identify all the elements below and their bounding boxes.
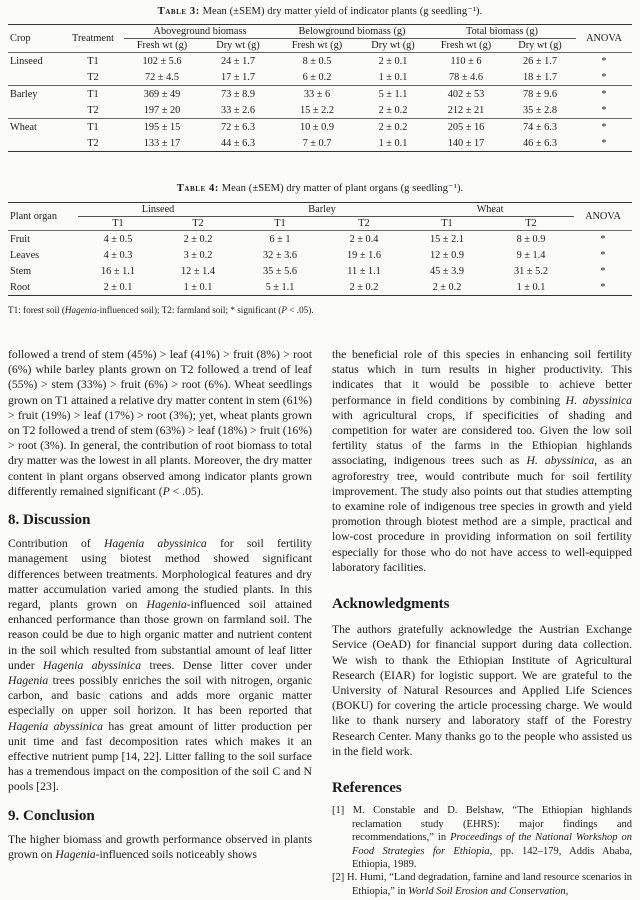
- footnote-text: T1: forest soil (: [8, 305, 65, 315]
- table4-cell-b1: 5 ± 1.1: [238, 279, 322, 296]
- table3-cell-t-f: 205 ± 16: [428, 119, 504, 136]
- section-heading-discussion: 8. Discussion: [8, 512, 91, 529]
- table4-header-t1: T1: [441, 218, 453, 229]
- table4-cell-organ: Stem: [10, 265, 32, 277]
- text: < .05).: [169, 484, 204, 498]
- table3-header-total: Total biomass (g): [428, 25, 576, 39]
- table3-cell-treatment: T1: [62, 119, 124, 136]
- table4-cell-l2: 2 ± 0.2: [158, 231, 238, 248]
- table3-cell-anova: *: [576, 86, 632, 103]
- body-paragraph: [8, 347, 312, 499]
- table3-cell-a-f: 195 ± 15: [124, 119, 200, 136]
- table4-header-t2: T2: [192, 218, 204, 229]
- italic-text: Hagenia abyssinica: [43, 658, 142, 672]
- table4-cell-anova: *: [574, 279, 632, 296]
- table3-header-treatment: Treatment: [62, 25, 124, 53]
- italic-text: Hagenia: [8, 674, 49, 688]
- table3-cell-b-f: 8 ± 0.5: [276, 53, 358, 70]
- table4-caption: [0, 182, 640, 194]
- table4-cell-organ: Leaves: [10, 249, 40, 261]
- table4-row: [8, 247, 632, 263]
- text: trees possibly enriches the soil with nitrogen, organic carbon, and basic cations and adds more organic matter especially on upper soil horizon. It has been reported that: [8, 674, 312, 718]
- table4-header-wheat: Wheat: [406, 203, 574, 217]
- reference-text: ,: [565, 885, 569, 897]
- table3-cell-treatment: T1: [62, 86, 124, 103]
- table4-header-barley: Barley: [238, 203, 406, 217]
- table3-header-above: Aboveground biomass: [124, 25, 276, 39]
- table4-header-t2: T2: [358, 218, 370, 229]
- table3-cell-a-f: 369 ± 49: [124, 86, 200, 103]
- table3-cell-a-d: 72 ± 6.3: [200, 119, 276, 136]
- section-heading-acknowledgments: Acknowledgments: [332, 596, 450, 613]
- table3-cell-treatment: T2: [87, 71, 99, 83]
- text: The higher biomass and growth performance observed in plants grown on: [8, 832, 312, 862]
- table4-cell-l1: 16 ± 1.1: [101, 265, 135, 277]
- reference-item: [332, 804, 632, 871]
- table4-label: Table 4:: [176, 183, 219, 194]
- table4-cell-b1: 35 ± 5.6: [263, 265, 297, 277]
- table4-header-t1: T1: [112, 218, 124, 229]
- table4-cell-w2: 1 ± 0.1: [488, 279, 574, 296]
- footnote-text: -influenced soil); T2: farmland soil; * significant (: [96, 305, 282, 315]
- text: -influenced soil attained enhanced performance than those grown on farmland soil. The reason could be due to high organic matter and nutrient content in the soil which resulted from substantial amount of leaf litter under: [8, 598, 312, 672]
- italic-text: Hagenia: [146, 598, 187, 612]
- table4-body: [8, 231, 632, 296]
- left-column: [8, 347, 312, 862]
- table4-cell-anova: *: [574, 231, 632, 248]
- table3-header-dry: Dry wt (g): [518, 40, 562, 51]
- table4-header-linseed: Linseed: [78, 203, 238, 217]
- table3-header-anova: ANOVA: [576, 25, 632, 53]
- reference-item: [332, 871, 632, 898]
- text: for soil fertility management using biotest method showed significant differences between treatments. Morphological features and dry matter accumulation varied among the studied plants. In this regard, plants grown on: [8, 537, 313, 612]
- conclusion-paragraph: [8, 832, 312, 862]
- table3-cell-b-f: 7 ± 0.7: [276, 135, 358, 152]
- table3-cell-b-d: 2 ± 0.2: [378, 104, 408, 116]
- table4-cell-b2: 11 ± 1.1: [347, 265, 381, 277]
- table4-cell-l1: 4 ± 0.3: [103, 249, 133, 261]
- table3-cell-b-d: 2 ± 0.2: [358, 119, 428, 136]
- table3-row: [8, 69, 632, 86]
- table3-cell-a-d: 73 ± 8.9: [200, 86, 276, 103]
- table3-cell-a-d: 17 ± 1.7: [221, 71, 255, 83]
- italic-text: P: [162, 484, 170, 498]
- table3-cell-a-d: 24 ± 1.7: [200, 53, 276, 70]
- italic-text: Hagenia abyssinica: [103, 537, 207, 551]
- table4-header-t1: T1: [274, 218, 286, 229]
- footnote-italic: P: [281, 305, 287, 315]
- table3-cell-crop: [8, 135, 62, 152]
- table4-cell-b1: 6 ± 1: [238, 231, 322, 248]
- table3-cell-anova: *: [601, 71, 607, 83]
- table4-header-organ: Plant organ: [8, 203, 78, 231]
- footnote-text: < .05).: [287, 305, 314, 315]
- table4-cell-l2: 3 ± 0.2: [183, 249, 213, 261]
- table3-cell-anova: *: [576, 53, 632, 70]
- table3-cell-t-d: 74 ± 6.3: [504, 119, 576, 136]
- table3-cell-t-f: 110 ± 6: [428, 53, 504, 70]
- table3-cell-anova: *: [576, 135, 632, 152]
- table4-cell-l1: 2 ± 0.1: [78, 279, 158, 296]
- table4-cell-w1: 12 ± 0.9: [430, 249, 464, 261]
- table3-cell-t-f: 78 ± 4.6: [449, 71, 483, 83]
- table4-cell-b2: 19 ± 1.6: [347, 249, 381, 261]
- table3-cell-treatment: T1: [62, 53, 124, 70]
- acknowledgments-paragraph: The authors gratefully acknowledge the Austrian Exchange Service (OeAD) for financial support during data collection. We wish to thank the Ethiopian Institute of Agricultural Research (EIAR) for logistic support. We are grateful to the University of Natural Resources and Applied Life Sciences (BOKU) for covering the article processing charge. We would like to thank nursery and laboratory staff of the Forestry Research Center. Many thanks go to the people who assisted us in the field work.: [332, 623, 632, 758]
- table3-header-fresh: Fresh wt (g): [291, 40, 343, 51]
- reference-text: , pp. 142–179, Addis Ababa, Ethiopia, 1989.: [352, 845, 632, 870]
- table4-cell-b1: 32 ± 3.6: [263, 249, 297, 261]
- table4-cell-w2: 9 ± 1.4: [516, 249, 546, 261]
- table3-cell-a-f: 72 ± 4.5: [145, 71, 179, 83]
- table3-cell-t-f: 212 ± 21: [447, 104, 485, 116]
- text: Contribution of: [8, 537, 104, 551]
- table3-cell-treatment: T2: [62, 135, 124, 152]
- text: -influenced soils noticeably shows: [95, 848, 257, 862]
- table3-cell-a-d: 44 ± 6.3: [200, 135, 276, 152]
- table3-cell-a-f: 133 ± 17: [124, 135, 200, 152]
- table3-row: [8, 119, 632, 136]
- reference-text: [1] M. Constable and D. Belshaw, “The Ethiopian highlands reclamation study (EHRS): major findings and recommendations,” in: [332, 805, 632, 844]
- text: followed a trend of stem (45%) > leaf (41%) > fruit (8%) > root (6%) while barley plants grown on T2 followed a trend of leaf (55%) > stem (33%) > fruit (6%) > root (6%). Wheat seedlings grown on T1 attained a relative dry matter content in stem (61%) > fruit (19%) > leaf (17%) > root (3%); yet, wheat plants grown on T2 followed a trend of stem (63%) > leaf (18%) > fruit (16%) > root (3%). In general, the contribution of root biomass to total dry matter was the lowest in all plants. Moreover, the dry matter content in plant organs observed among indicator plants grown differently remained significant (: [8, 348, 312, 498]
- table4-header-anova: ANOVA: [574, 203, 632, 231]
- text: trees. Dense litter cover under: [141, 658, 312, 672]
- table4-cell-w2: 8 ± 0.9: [488, 231, 574, 248]
- table3-caption: [0, 5, 640, 17]
- table3-caption-text: Mean (±SEM) dry matter yield of indicator plants (g seedling⁻¹).: [202, 6, 483, 17]
- table3-header-fresh: Fresh wt (g): [136, 40, 188, 51]
- table3-cell-anova: *: [601, 104, 607, 116]
- discussion-paragraph: [8, 536, 312, 794]
- text: with agricultural crops, if specificities of shading and competition for water are considered too. Given the low soil fertility status of the farms in the Ethiopian highlands associating, indigenous trees such as: [332, 408, 632, 468]
- table3-cell-crop: Wheat: [8, 119, 62, 136]
- reference-source: World Soil Erosion and Conservation: [408, 885, 566, 897]
- table3-cell-t-d: 26 ± 1.7: [504, 53, 576, 70]
- table3-cell-t-d: 18 ± 1.7: [523, 71, 557, 83]
- table3-cell-treatment: T2: [87, 104, 99, 116]
- table3-cell-t-d: 78 ± 9.6: [504, 86, 576, 103]
- table4-row: [8, 231, 632, 248]
- table3-cell-a-f: 197 ± 20: [143, 104, 181, 116]
- table3-cell-b-f: 33 ± 6: [276, 86, 358, 103]
- table3-cell-a-f: 102 ± 5.6: [124, 53, 200, 70]
- italic-text: Hagenia abyssinica: [8, 719, 103, 733]
- table3-cell-b-f: 10 ± 0.9: [276, 119, 358, 136]
- table3-row: [8, 135, 632, 152]
- table3-cell-b-f: 15 ± 2.2: [300, 104, 334, 116]
- table4-cell-b2: 2 ± 0.2: [322, 279, 406, 296]
- table4-caption-text: Mean (±SEM) dry matter of plant organs (g seedling⁻¹).: [221, 183, 464, 194]
- table3-cell-b-d: 1 ± 0.1: [358, 135, 428, 152]
- table3-header-below: Belowground biomass (g): [276, 25, 428, 39]
- table4-cell-b2: 2 ± 0.4: [322, 231, 406, 248]
- table3-label: Table 3:: [157, 6, 200, 17]
- table3-header-crop: Crop: [8, 25, 62, 53]
- table4-cell-w1: 15 ± 2.1: [406, 231, 488, 248]
- italic-text: H. abyssinica: [526, 454, 595, 468]
- table4-row: [8, 279, 632, 296]
- table4: [8, 202, 632, 296]
- table3-cell-crop: [8, 102, 62, 119]
- table3-cell-t-f: 140 ± 17: [428, 135, 504, 152]
- table-footnote: [8, 305, 628, 315]
- table3-row: [8, 102, 632, 119]
- table4-cell-anova: *: [600, 265, 606, 277]
- text: has great amount of litter production per unit time and fast decomposition rates which makes it an effective nutrient pump [14, 22]. Litter falling to the soil surface has a tremendous impact on the composition of the soil C and N pools [23].: [8, 719, 313, 794]
- footnote-italic: Hagenia: [64, 305, 97, 315]
- table4-cell-organ: Root: [8, 279, 78, 296]
- table4-cell-l1: 4 ± 0.5: [78, 231, 158, 248]
- table3-cell-b-f: 6 ± 0.2: [302, 71, 332, 83]
- italic-text: Hagenia: [55, 848, 96, 862]
- table4-header-t2: T2: [525, 218, 537, 229]
- table3-row: [8, 53, 632, 70]
- reference-text: [2] H. Humi, “Land degradation, famine and land resource scenarios in Ethiopia,” in: [332, 872, 632, 897]
- body-paragraph: [332, 347, 632, 575]
- table3-header-dry: Dry wt (g): [216, 40, 260, 51]
- section-heading-references: References: [332, 780, 402, 797]
- table4-cell-l2: 12 ± 1.4: [181, 265, 215, 277]
- reference-list: [332, 804, 632, 898]
- table3-cell-a-d: 33 ± 2.6: [221, 104, 255, 116]
- table3-cell-crop: [8, 69, 62, 86]
- table3-cell-b-d: 1 ± 0.1: [378, 71, 408, 83]
- table3-cell-anova: *: [576, 119, 632, 136]
- table3-cell-t-f: 402 ± 53: [428, 86, 504, 103]
- table3-cell-crop: Barley: [8, 86, 62, 103]
- table3-cell-t-d: 35 ± 2.8: [523, 104, 557, 116]
- table3-cell-crop: Linseed: [8, 53, 62, 70]
- table4-cell-w1: 45 ± 3.9: [430, 265, 464, 277]
- table4-cell-w2: 31 ± 5.2: [514, 265, 548, 277]
- table4-row: [8, 263, 632, 279]
- table3-row: [8, 86, 632, 103]
- table3-header-fresh: Fresh wt (g): [440, 40, 492, 51]
- table3: [8, 24, 632, 152]
- table4-cell-anova: *: [600, 249, 606, 261]
- text: , as an agroforestry tree, would contribute much for soil fertility improvement. The study also points out that studies attempting to examine role of indigenous tree species in growth and yield promotion through biotest method are a simple, practical and low-cost procedure in providing information on soil fertility especially for those who do not have access to well-equipped laboratory facilities.: [332, 454, 632, 574]
- right-column: [332, 347, 632, 898]
- table4-cell-l2: 1 ± 0.1: [158, 279, 238, 296]
- table4-cell-organ: Fruit: [8, 231, 78, 248]
- table3-cell-t-d: 46 ± 6.3: [504, 135, 576, 152]
- table3-cell-b-d: 5 ± 1.1: [358, 86, 428, 103]
- table4-cell-w1: 2 ± 0.2: [406, 279, 488, 296]
- italic-text: H. abyssinica: [565, 393, 632, 407]
- text: the beneficial role of this species in enhancing soil fertility status which in turn results in higher productivity. This indicates that it would be possible to achieve better performance in field conditions by combining: [332, 348, 632, 407]
- reference-source: Proceedings of the National Workshop on Food Strategies for Ethiopia: [352, 832, 632, 857]
- table3-body: [8, 53, 632, 152]
- section-heading-conclusion: 9. Conclusion: [8, 807, 95, 824]
- table3-header-dry: Dry wt (g): [371, 40, 415, 51]
- table3-cell-b-d: 2 ± 0.1: [358, 53, 428, 70]
